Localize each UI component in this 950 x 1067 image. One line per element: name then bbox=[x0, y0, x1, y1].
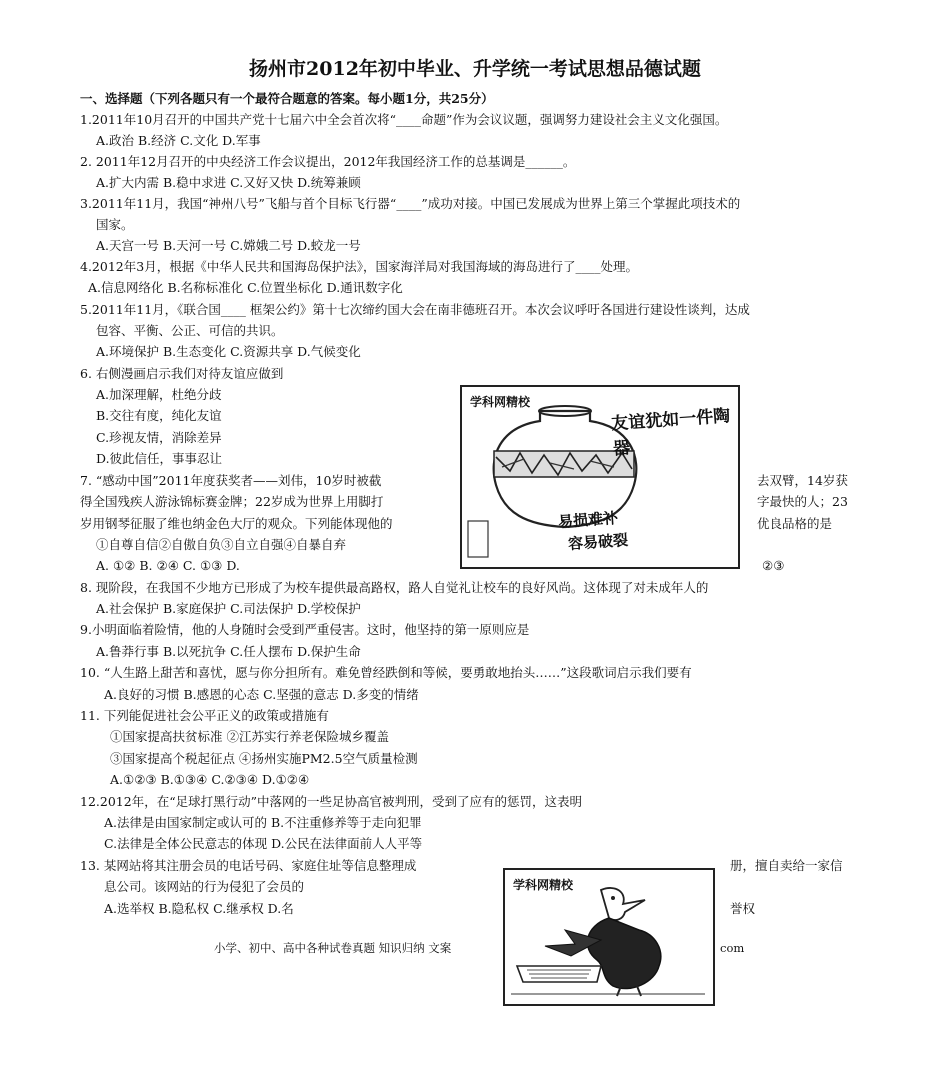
question-1-options: A.政治 B.经济 C.文化 D.军事 bbox=[96, 133, 261, 148]
question-10: 10. “人生路上甜苦和喜忧，愿与你分担所有。难免曾经跌倒和等候，要勇敢地抬头……”这段歌词启示我们要有 bbox=[80, 665, 692, 680]
question-12-options-ab: A.法律是由国家制定或认可的 B.不注重修养等于走向犯罪 bbox=[104, 815, 422, 830]
question-3: 3.2011年11月，我国“神州八号”飞船与首个目标飞行器“____”成功对接。中国已发展成为世界上第三个掌握此项技术的 bbox=[80, 196, 741, 211]
question-11: 11. 下列能促进社会公平正义的政策或措施有 bbox=[80, 708, 329, 723]
question-3-cont: 国家。 bbox=[96, 217, 134, 232]
question-11-options: A.①②③ B.①③④ C.②③④ D.①②④ bbox=[110, 772, 310, 787]
cartoon-1-caption-bottom2: 容易破裂 bbox=[567, 530, 629, 554]
footer-text: 小学、初中、高中各种试卷真题 知识归纳 文案 bbox=[214, 941, 452, 955]
question-7-option-d: ②③ bbox=[762, 558, 785, 573]
question-7-line3-right: 优良品格的是 bbox=[757, 516, 833, 531]
question-13-options: A.选举权 B.隐私权 C.继承权 D.名 bbox=[104, 901, 294, 916]
question-7-options: A. ①② B. ②④ C. ①③ D. bbox=[96, 558, 240, 573]
question-13-right: 册，擅自卖给一家信 bbox=[730, 858, 843, 873]
question-2: 2. 2011年12月召开的中央经济工作会议提出，2012年我国经济工作的总基调是______。 bbox=[80, 154, 576, 169]
section-heading: 一、选择题（下列各题只有一个最符合题意的答案。每小题1分，共25分） bbox=[80, 91, 494, 106]
question-7-line2: 得全国残疾人游泳锦标赛金牌；22岁成为世界上用脚打 bbox=[80, 494, 384, 509]
question-12: 12.2012年，在“足球打黑行动”中落网的一些足协高官被判刑，受到了应有的惩罚，这表明 bbox=[80, 794, 582, 809]
question-6-option-a: A.加深理解，杜绝分歧 bbox=[96, 387, 222, 402]
question-6-option-d: D.彼此信任，事事忍让 bbox=[96, 451, 223, 466]
cartoon-1-caption-bottom: 易损难补 bbox=[557, 508, 619, 532]
question-10-options: A.良好的习惯 B.感恩的心态 C.坚强的意志 D.多变的情绪 bbox=[104, 687, 419, 702]
cartoon-friendship bbox=[460, 385, 740, 569]
question-7-line3: 岁用钢琴征服了维也纳金色大厅的观众。下列能体现他的 bbox=[80, 516, 393, 531]
question-8-options: A.社会保护 B.家庭保护 C.司法保护 D.学校保护 bbox=[96, 601, 361, 616]
question-13-option-d-tail: 誉权 bbox=[730, 901, 756, 916]
question-6: 6. 右侧漫画启示我们对待友谊应做到 bbox=[80, 366, 284, 381]
cartoon-1-caption-top: 友谊犹如一件陶器 bbox=[610, 406, 731, 460]
footer-domain: com bbox=[720, 941, 745, 955]
cartoon-2-watermark: 学科网精校 bbox=[513, 878, 574, 892]
bird-cartoon-icon bbox=[505, 870, 713, 1004]
question-7-line2-right: 字最快的人；23 bbox=[757, 494, 848, 509]
question-8: 8. 现阶段，在我国不少地方已形成了为校车提供最高路权，路人自觉礼让校车的良好风尚。这体现了对未成年人的 bbox=[80, 580, 709, 595]
question-3-options: A.天宫一号 B.天河一号 C.嫦娥二号 D.蛟龙一号 bbox=[96, 238, 361, 253]
question-9: 9.小明面临着险情，他的人身随时会受到严重侵害。这时，他坚持的第一原则应是 bbox=[80, 622, 530, 637]
page-title: 扬州市2012年初中毕业、升学统一考试思想品德试题 bbox=[249, 58, 701, 80]
question-5-cont: 包容、平衡、公正、可信的共识。 bbox=[96, 323, 284, 338]
question-13-cont: 息公司。该网站的行为侵犯了会员的 bbox=[104, 879, 305, 894]
cartoon-privacy bbox=[503, 868, 715, 1006]
question-6-option-c: C.珍视友情，消除差异 bbox=[96, 430, 222, 445]
question-7-items: ①自尊自信②自傲自负③自立自强④自暴自弃 bbox=[96, 537, 347, 552]
question-1: 1.2011年10月召开的中国共产党十七届六中全会首次将“____命题”作为会议议题，强调努力建设社会主义文化强国。 bbox=[80, 112, 728, 127]
question-5-options: A.环境保护 B.生态变化 C.资源共享 D.气候变化 bbox=[96, 344, 361, 359]
question-9-options: A.鲁莽行事 B.以死抗争 C.任人摆布 D.保护生命 bbox=[96, 644, 361, 659]
question-4-options: A.信息网络化 B.名称标准化 C.位置坐标化 D.通讯数字化 bbox=[88, 280, 403, 295]
question-7: 7. “感动中国”2011年度获奖者——刘伟，10岁时被截 bbox=[80, 473, 382, 488]
cartoon-1-watermark: 学科网精校 bbox=[470, 395, 531, 409]
question-11-items-1: ①国家提高扶贫标准 ②江苏实行养老保险城乡覆盖 bbox=[110, 729, 389, 744]
question-4: 4.2012年3月，根据《中华人民共和国海岛保护法》，国家海洋局对我国海域的海岛进行了____处理。 bbox=[80, 259, 638, 274]
question-11-items-2: ③国家提高个税起征点 ④扬州实施PM2.5空气质量检测 bbox=[110, 751, 418, 766]
question-12-options-cd: C.法律是全体公民意志的体现 D.公民在法律面前人人平等 bbox=[104, 836, 423, 851]
question-6-option-b: B.交往有度，纯化友谊 bbox=[96, 408, 222, 423]
question-7-right: 去双臂，14岁获 bbox=[757, 473, 848, 488]
question-13: 13. 某网站将其注册会员的电话号码、家庭住址等信息整理成 bbox=[80, 858, 417, 873]
question-2-options: A.扩大内需 B.稳中求进 C.又好又快 D.统筹兼顾 bbox=[96, 175, 361, 190]
question-5: 5.2011年11月，《联合国____ 框架公约》第十七次缔约国大会在南非德班召开。本次会议呼吁各国进行建设性谈判，达成 bbox=[80, 302, 750, 317]
